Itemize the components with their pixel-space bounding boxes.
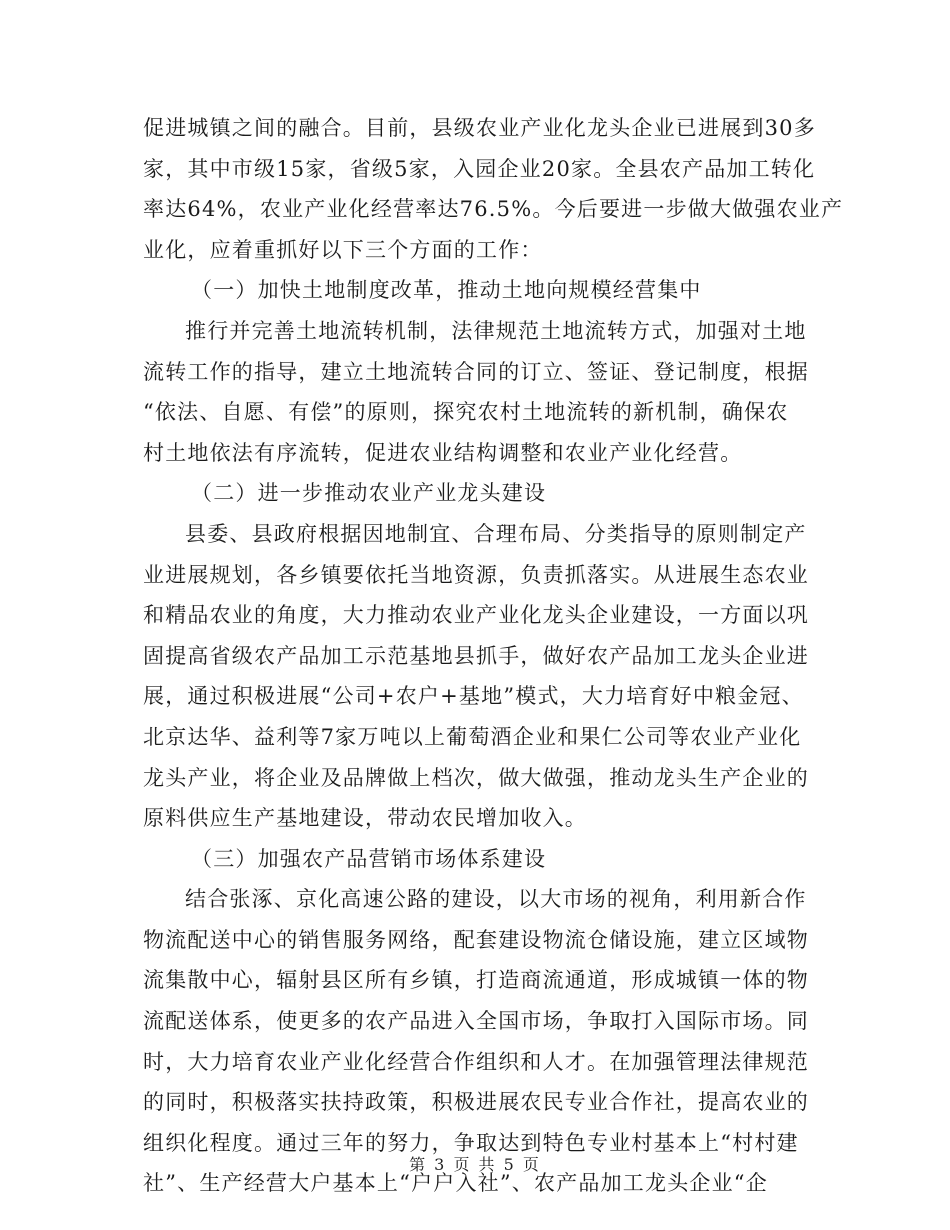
section-heading: （一）加快土地制度改革，推动土地向规模经营集中 [191,278,702,303]
text-line: “依法、自愿、有偿”的原则，探究农村土地流转的新机制，确保农 [143,400,789,425]
text-line: 原料供应生产基地建设，带动农民增加收入。 [143,806,587,831]
text-line: 村土地依法有序流转，促进农业结构调整和农业产业化经营。 [143,440,743,465]
text-line: 流集散中心，辐射县区所有乡镇，打造商流通道，形成城镇一体的物 [143,968,809,993]
text-line: 和精品农业的角度，大力推动农业产业化龙头企业建设，一方面以巩 [143,603,809,628]
text-line: 固提高省级农产品加工示范基地县抓手，做好农产品加工龙头企业进 [143,643,809,668]
text-line: 组织化程度。通过三年的努力，争取达到特色专业村基本上“村村建 [143,1130,799,1155]
text-line: 县委、县政府根据因地制宜、合理布局、分类指导的原则制定产 [185,521,807,546]
text-line: 促进城镇之间的融合。目前，县级农业产业化龙头企业已进展到30多 [143,116,816,140]
page-number-footer: 第 3 页 共 5 页 [409,1155,541,1174]
text-line: 社”、生产经营大户基本上“户户入社”、农产品加工龙头企业“企 [143,1171,768,1196]
text-line: 物流配送中心的销售服务网络，配套建设物流仓储设施，建立区域物 [143,927,809,952]
document-body [143,108,844,1204]
text-line: 北京达华、益利等7家万吨以上葡萄酒企业和果仁公司等农业产业化 [143,724,802,749]
text-line: 结合张涿、京化高速公路的建设，以大市场的视角，利用新合作 [185,887,807,912]
text-line: 展，通过积极进展“公司+农户+基地”模式，大力培育好中粮金冠、 [143,684,804,709]
text-line: 推行并完善土地流转机制，法律规范土地流转方式，加强对土地 [185,318,807,343]
text-line: 流配送体系，使更多的农产品进入全国市场，争取打入国际市场。同 [143,1009,809,1034]
section-heading: （三）加强农产品营销市场体系建设 [191,846,547,871]
text-line: 的同时，积极落实扶持政策，积极进展农民专业合作社，提高农业的 [143,1090,809,1115]
text-line: 率达64%，农业产业化经营率达76.5%。今后要进一步做大做强农业产 [143,197,844,222]
text-line: 龙头产业，将企业及品牌做上档次，做大做强，推动龙头生产企业的 [143,765,809,790]
text-line: 时，大力培育农业产业化经营合作组织和人才。在加强管理法律规范 [143,1049,809,1074]
text-line: 家，其中市级15家，省级5家，入园企业20家。全县农产品加工转化 [143,156,816,181]
text-line: 业化，应着重抓好以下三个方面的工作： [143,237,543,262]
section-heading: （二）进一步推动农业产业龙头建设 [191,481,547,506]
text-line: 流转工作的指导，建立土地流转合同的订立、签证、登记制度，根据 [143,359,809,384]
text-line: 业进展规划，各乡镇要依托当地资源，负责抓落实。从进展生态农业 [143,562,809,587]
